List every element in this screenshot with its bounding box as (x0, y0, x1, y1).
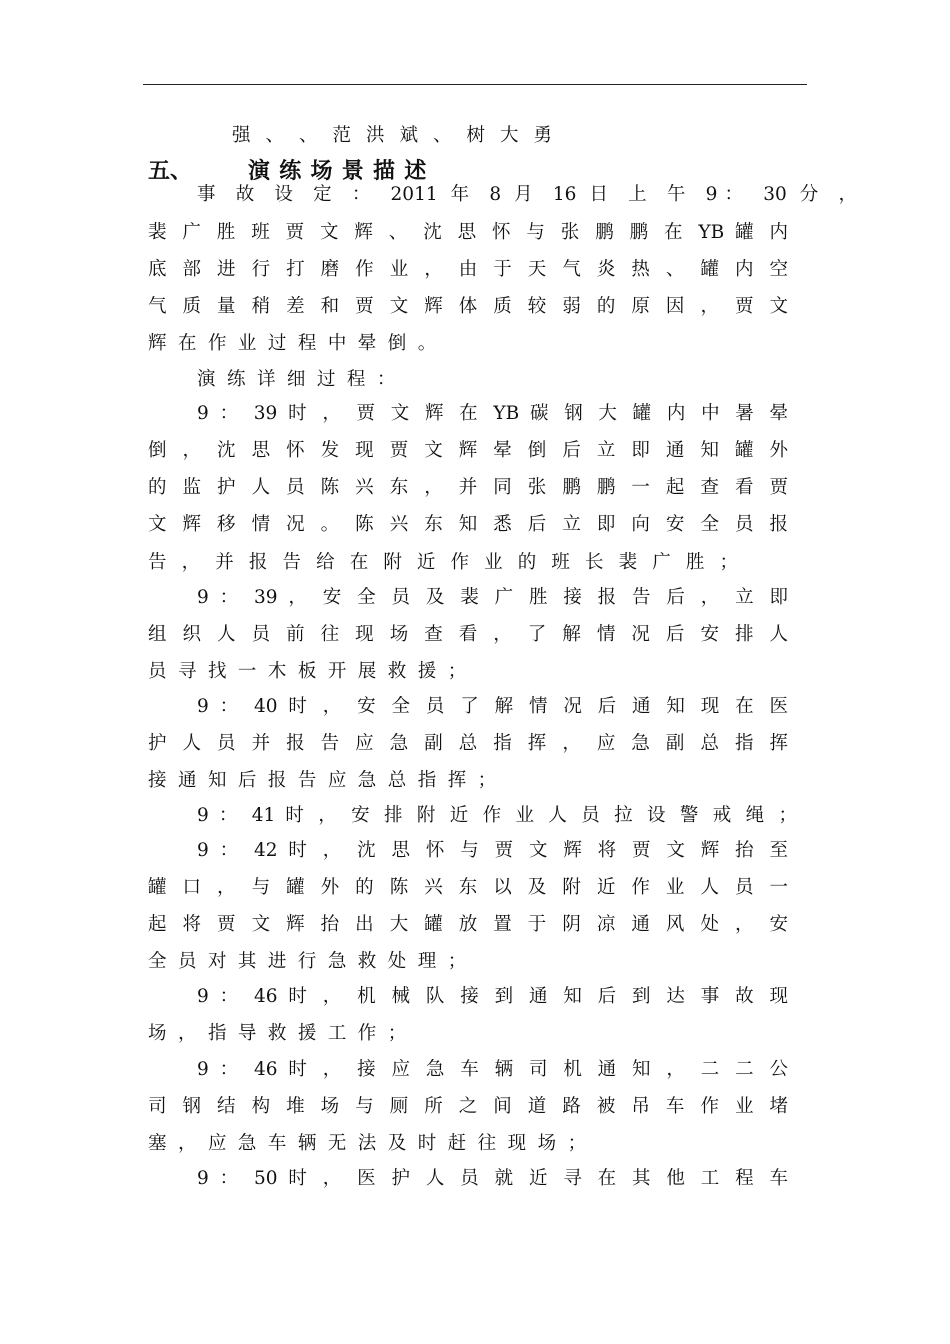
paragraph-line: 裴 广 胜 班 贾 文 辉 、 沈 思 怀 与 张 鹏 鹏 在 YB 罐 内 (148, 222, 788, 243)
paragraph-line: 气 质 量 稍 差 和 贾 文 辉 体 质 较 弱 的 原 因 ， 贾 文 (148, 296, 788, 317)
paragraph-line: 全员对其进行急救处理； (148, 951, 478, 972)
paragraph-line: 告 ， 并 报 告 给 在 附 近 作 业 的 班 长 裴 广 胜 ； (148, 552, 738, 573)
paragraph-line: 司 钢 结 构 堆 场 与 厕 所 之 间 道 路 被 吊 车 作 业 堵 (148, 1096, 788, 1117)
paragraph-line: 的 监 护 人 员 陈 兴 东 ， 并 同 张 鹏 鹏 一 起 查 看 贾 (148, 477, 788, 498)
paragraph-line: 9 ： 46 时 ， 机 械 队 接 到 通 知 后 到 达 事 故 现 (197, 986, 788, 1007)
paragraph-line: 倒 ， 沈 思 怀 发 现 贾 文 辉 晕 倒 后 立 即 通 知 罐 外 (148, 440, 788, 461)
section-title: 演练场景描述 (248, 159, 436, 184)
paragraph-line: 辉在作业过程中晕倒。 (148, 333, 448, 354)
paragraph-line: 起 将 贾 文 辉 抬 出 大 罐 放 置 于 阴 凉 通 风 处 ， 安 (148, 914, 788, 935)
paragraph-line: 接通知后报告应急总指挥； (148, 770, 508, 791)
paragraph-line: 组 织 人 员 前 往 现 场 查 看 ， 了 解 情 况 后 安 排 人 (148, 624, 788, 645)
paragraph-line: 罐 口 ， 与 罐 外 的 陈 兴 东 以 及 附 近 作 业 人 员 一 (148, 877, 788, 898)
paragraph-line: 9 ： 50 时 ， 医 护 人 员 就 近 寻 在 其 他 工 程 车 (197, 1168, 788, 1189)
header-rule (143, 84, 807, 85)
paragraph-line: 文 辉 移 情 况 。 陈 兴 东 知 悉 后 立 即 向 安 全 员 报 (148, 514, 788, 535)
paragraph-line: 员寻找一木板开展救援； (148, 661, 478, 682)
paragraph-line: 塞，应急车辆无法及时赶往现场； (148, 1133, 598, 1154)
paragraph-line: 护 人 员 并 报 告 应 急 副 总 指 挥 ， 应 急 副 总 指 挥 (148, 733, 788, 754)
paragraph-line: 事 故 设 定 ： 2011 年 8 月 16 日 上 午 9： 30 分 ， (197, 184, 857, 205)
paragraph-line: 9 ： 42 时 ， 沈 思 怀 与 贾 文 辉 将 贾 文 辉 抬 至 (197, 840, 788, 861)
paragraph-line: 9 ： 39 时 ， 贾 文 辉 在 YB 碳 钢 大 罐 内 中 暑 晕 (197, 403, 788, 424)
paragraph-line: 演练详细过程： (197, 369, 407, 390)
paragraph-line: 9 ： 39 ， 安 全 员 及 裴 广 胜 接 报 告 后 ， 立 即 (197, 587, 788, 608)
paragraph-line: 场，指导救援工作； (148, 1023, 418, 1044)
participants-line: 强 、 、 范 洪 斌 、 树 大 勇 (232, 125, 552, 146)
paragraph-line: 9 ： 40 时 ， 安 全 员 了 解 情 况 后 通 知 现 在 医 (197, 696, 788, 717)
paragraph-line: 9 ： 46 时 ， 接 应 急 车 辆 司 机 通 知 ， 二 二 公 (197, 1059, 788, 1080)
paragraph-line: 底 部 进 行 打 磨 作 业 ， 由 于 天 气 炎 热 、 罐 内 空 (148, 259, 788, 280)
paragraph-line: 9 ： 41 时 ， 安 排 附 近 作 业 人 员 拉 设 警 戒 绳 ； (197, 805, 797, 826)
section-number: 五、 (148, 159, 193, 184)
